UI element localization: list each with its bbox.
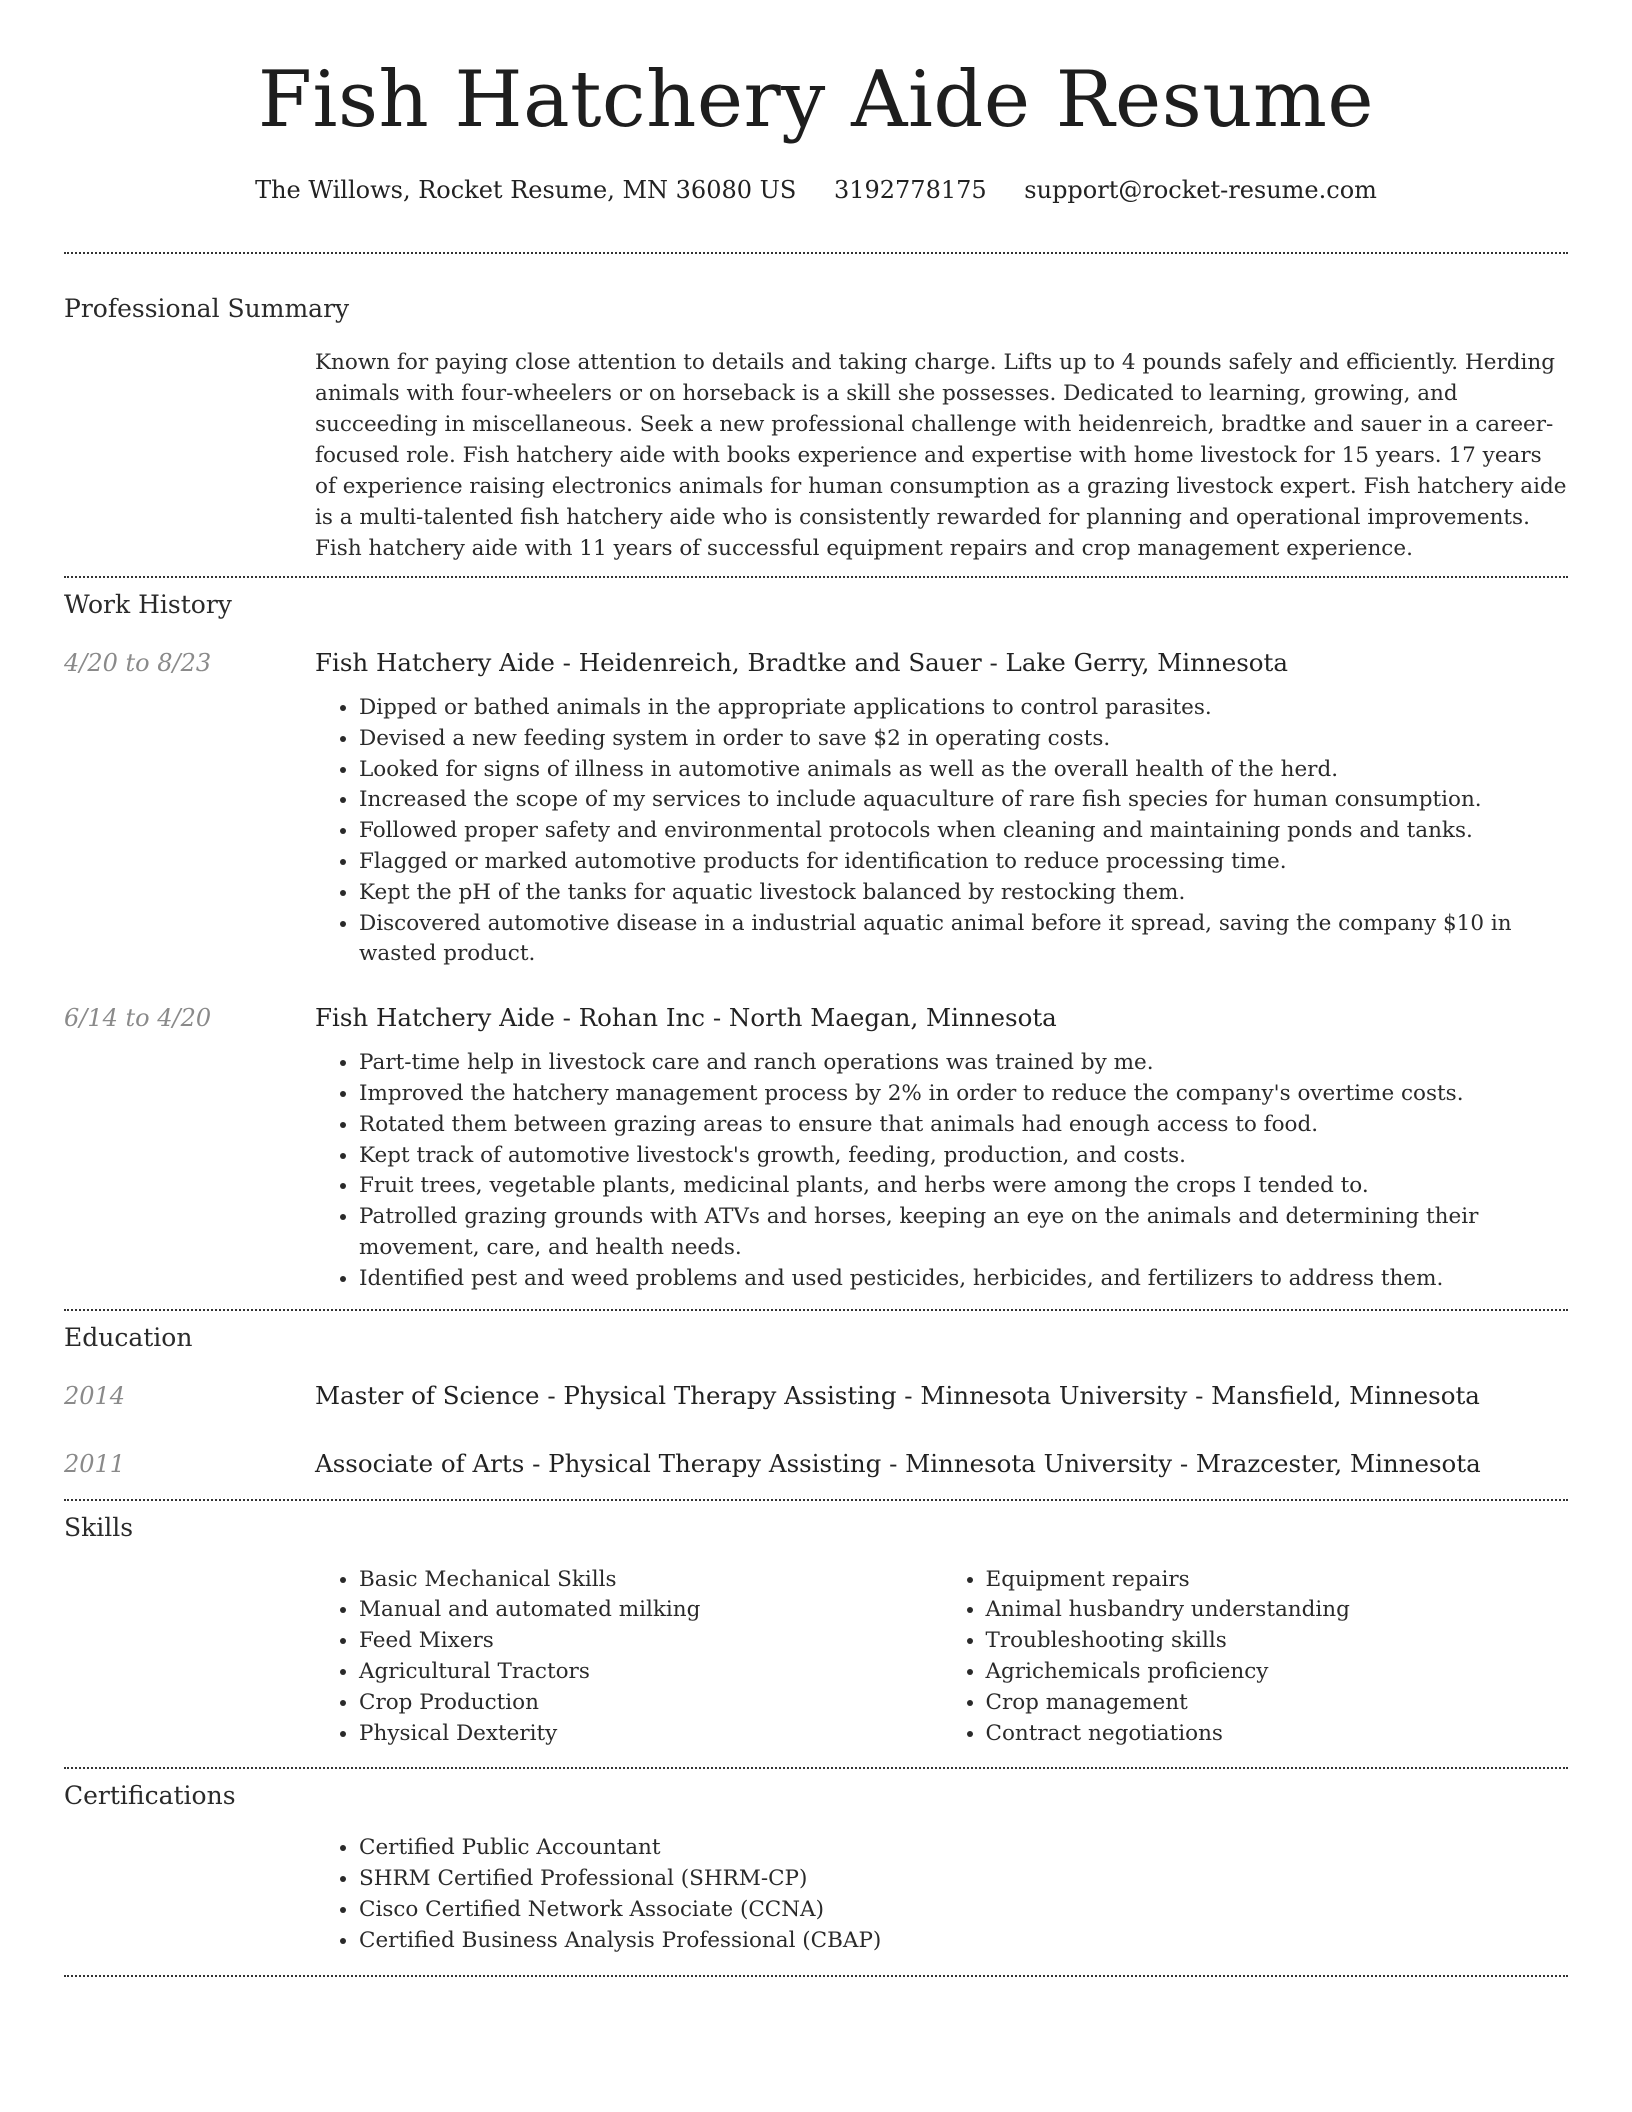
contact-email: support@rocket-resume.com xyxy=(1024,176,1377,204)
job-title: Fish Hatchery Aide - Rohan Inc - North Maegan, Minnesota xyxy=(315,1003,1057,1033)
certifications-list xyxy=(315,1833,1568,1956)
list-item: • Equipment repairs xyxy=(986,1565,1569,1596)
list-item: • Kept track of automotive livestock's growth, feeding, production, and costs. xyxy=(359,1141,1568,1172)
list-item: • Manual and automated milking xyxy=(359,1595,942,1626)
list-item: • Identified pest and weed problems and used pesticides, herbicides, and fertilizers to address them. xyxy=(359,1264,1568,1295)
list-item: • Kept the pH of the tanks for aquatic livestock balanced by restocking them. xyxy=(359,878,1568,909)
contact-line xyxy=(64,174,1568,206)
job-entry xyxy=(64,646,1568,970)
education-title: Master of Science - Physical Therapy Assisting - Minnesota University - Mansfield, Minnesota xyxy=(315,1380,1480,1410)
job-bullets xyxy=(315,1048,1568,1294)
section-heading-summary: Professional Summary xyxy=(64,294,350,323)
list-item: • Crop Production xyxy=(359,1688,942,1719)
work-history-section xyxy=(64,578,1568,1295)
list-item: • Devised a new feeding system in order to save $2 in operating costs. xyxy=(359,724,1568,755)
skills-list-left xyxy=(315,1565,942,1750)
list-item: • Certified Public Accountant xyxy=(359,1833,1568,1864)
list-item: • Fruit trees, vegetable plants, medicinal plants, and herbs were among the crops I tended to. xyxy=(359,1171,1568,1202)
education-entry xyxy=(64,1379,1568,1413)
list-item: • Improved the hatchery management process by 2% in order to reduce the company's overtime costs. xyxy=(359,1079,1568,1110)
education-entry xyxy=(64,1447,1568,1481)
list-item: • Discovered automotive disease in a industrial aquatic animal before it spread, saving the company $10 in wasted product. xyxy=(359,909,1568,971)
education-title: Associate of Arts - Physical Therapy Assisting - Minnesota University - Mrazcester, Minnesota xyxy=(315,1448,1481,1478)
list-item: • Followed proper safety and environmental protocols when cleaning and maintaining ponds and tanks. xyxy=(359,816,1568,847)
education-year: 2014 xyxy=(64,1381,126,1410)
list-item: • Looked for signs of illness in automotive animals as well as the overall health of the herd. xyxy=(359,755,1568,786)
section-heading-education: Education xyxy=(64,1322,193,1352)
list-item: • Feed Mixers xyxy=(359,1626,942,1657)
list-item: • Physical Dexterity xyxy=(359,1719,942,1750)
summary-text: Known for paying close attention to details and taking charge. Lifts up to 4 pounds safely and efficiently. Herding animals with four-wheelers or on horseback is a skill she possesses. Dedicated to learning, growing, and succeeding in miscellaneous. Seek a new professional challenge with heidenreich, bradtke and sauer in a career-focused role. Fish hatchery aide with books experience and expertise with home livestock for 15 years. 17 years of experience raising electronics animals for human consumption as a grazing livestock expert. Fish hatchery aide is a multi-talented fish hatchery aide who is consistently rewarded for planning and operational improvements. Fish hatchery aide with 11 years of successful equipment repairs and crop management experience. xyxy=(315,350,1567,561)
skills-list-right xyxy=(942,1565,1569,1750)
list-item: • Contract negotiations xyxy=(986,1719,1569,1750)
job-title: Fish Hatchery Aide - Heidenreich, Bradtke and Sauer - Lake Gerry, Minnesota xyxy=(315,648,1288,677)
skills-section xyxy=(64,1501,1568,1750)
certifications-content xyxy=(315,1833,1568,1956)
summary-content xyxy=(315,347,1568,564)
list-item: • Animal husbandry understanding xyxy=(986,1595,1569,1626)
certifications-section xyxy=(64,1769,1568,1956)
job-bullets xyxy=(315,693,1568,970)
list-item: • Cisco Certified Network Associate (CCNA) xyxy=(359,1895,1568,1926)
job-dates: 4/20 to 8/23 xyxy=(64,649,212,677)
section-heading-skills: Skills xyxy=(64,1512,134,1542)
list-item: • Basic Mechanical Skills xyxy=(359,1565,942,1596)
list-item: • Part-time help in livestock care and ranch operations was trained by me. xyxy=(359,1048,1568,1079)
resume-title: Fish Hatchery Aide Resume xyxy=(257,55,1375,145)
list-item: • Certified Business Analysis Professional (CBAP) xyxy=(359,1926,1568,1957)
section-heading-certifications: Certifications xyxy=(64,1781,236,1811)
contact-phone: 3192778175 xyxy=(833,176,987,204)
skills-grid xyxy=(315,1565,1568,1750)
list-item: • Troubleshooting skills xyxy=(986,1626,1569,1657)
education-section xyxy=(64,1311,1568,1481)
list-item: • Agricultural Tractors xyxy=(359,1657,942,1688)
list-item: • Agrichemicals proficiency xyxy=(986,1657,1569,1688)
list-item: • Flagged or marked automotive products for identification to reduce processing time. xyxy=(359,847,1568,878)
list-item: • Crop management xyxy=(986,1688,1569,1719)
list-item: • Patrolled grazing grounds with ATVs and horses, keeping an eye on the animals and determining their movement, care, and health needs. xyxy=(359,1202,1568,1264)
education-year: 2011 xyxy=(64,1449,126,1478)
section-heading-work: Work History xyxy=(64,590,232,619)
list-item: • Dipped or bathed animals in the appropriate applications to control parasites. xyxy=(359,693,1568,724)
summary-section xyxy=(64,254,1568,564)
divider xyxy=(64,1975,1568,1977)
job-dates: 6/14 to 4/20 xyxy=(64,1004,212,1033)
job-entry xyxy=(64,1001,1568,1294)
contact-address: The Willows, Rocket Resume, MN 36080 US xyxy=(255,176,797,204)
list-item: • Increased the scope of my services to include aquaculture of rare fish species for human consumption. xyxy=(359,785,1568,816)
list-item: • Rotated them between grazing areas to ensure that animals had enough access to food. xyxy=(359,1110,1568,1141)
list-item: • SHRM Certified Professional (SHRM-CP) xyxy=(359,1864,1568,1895)
